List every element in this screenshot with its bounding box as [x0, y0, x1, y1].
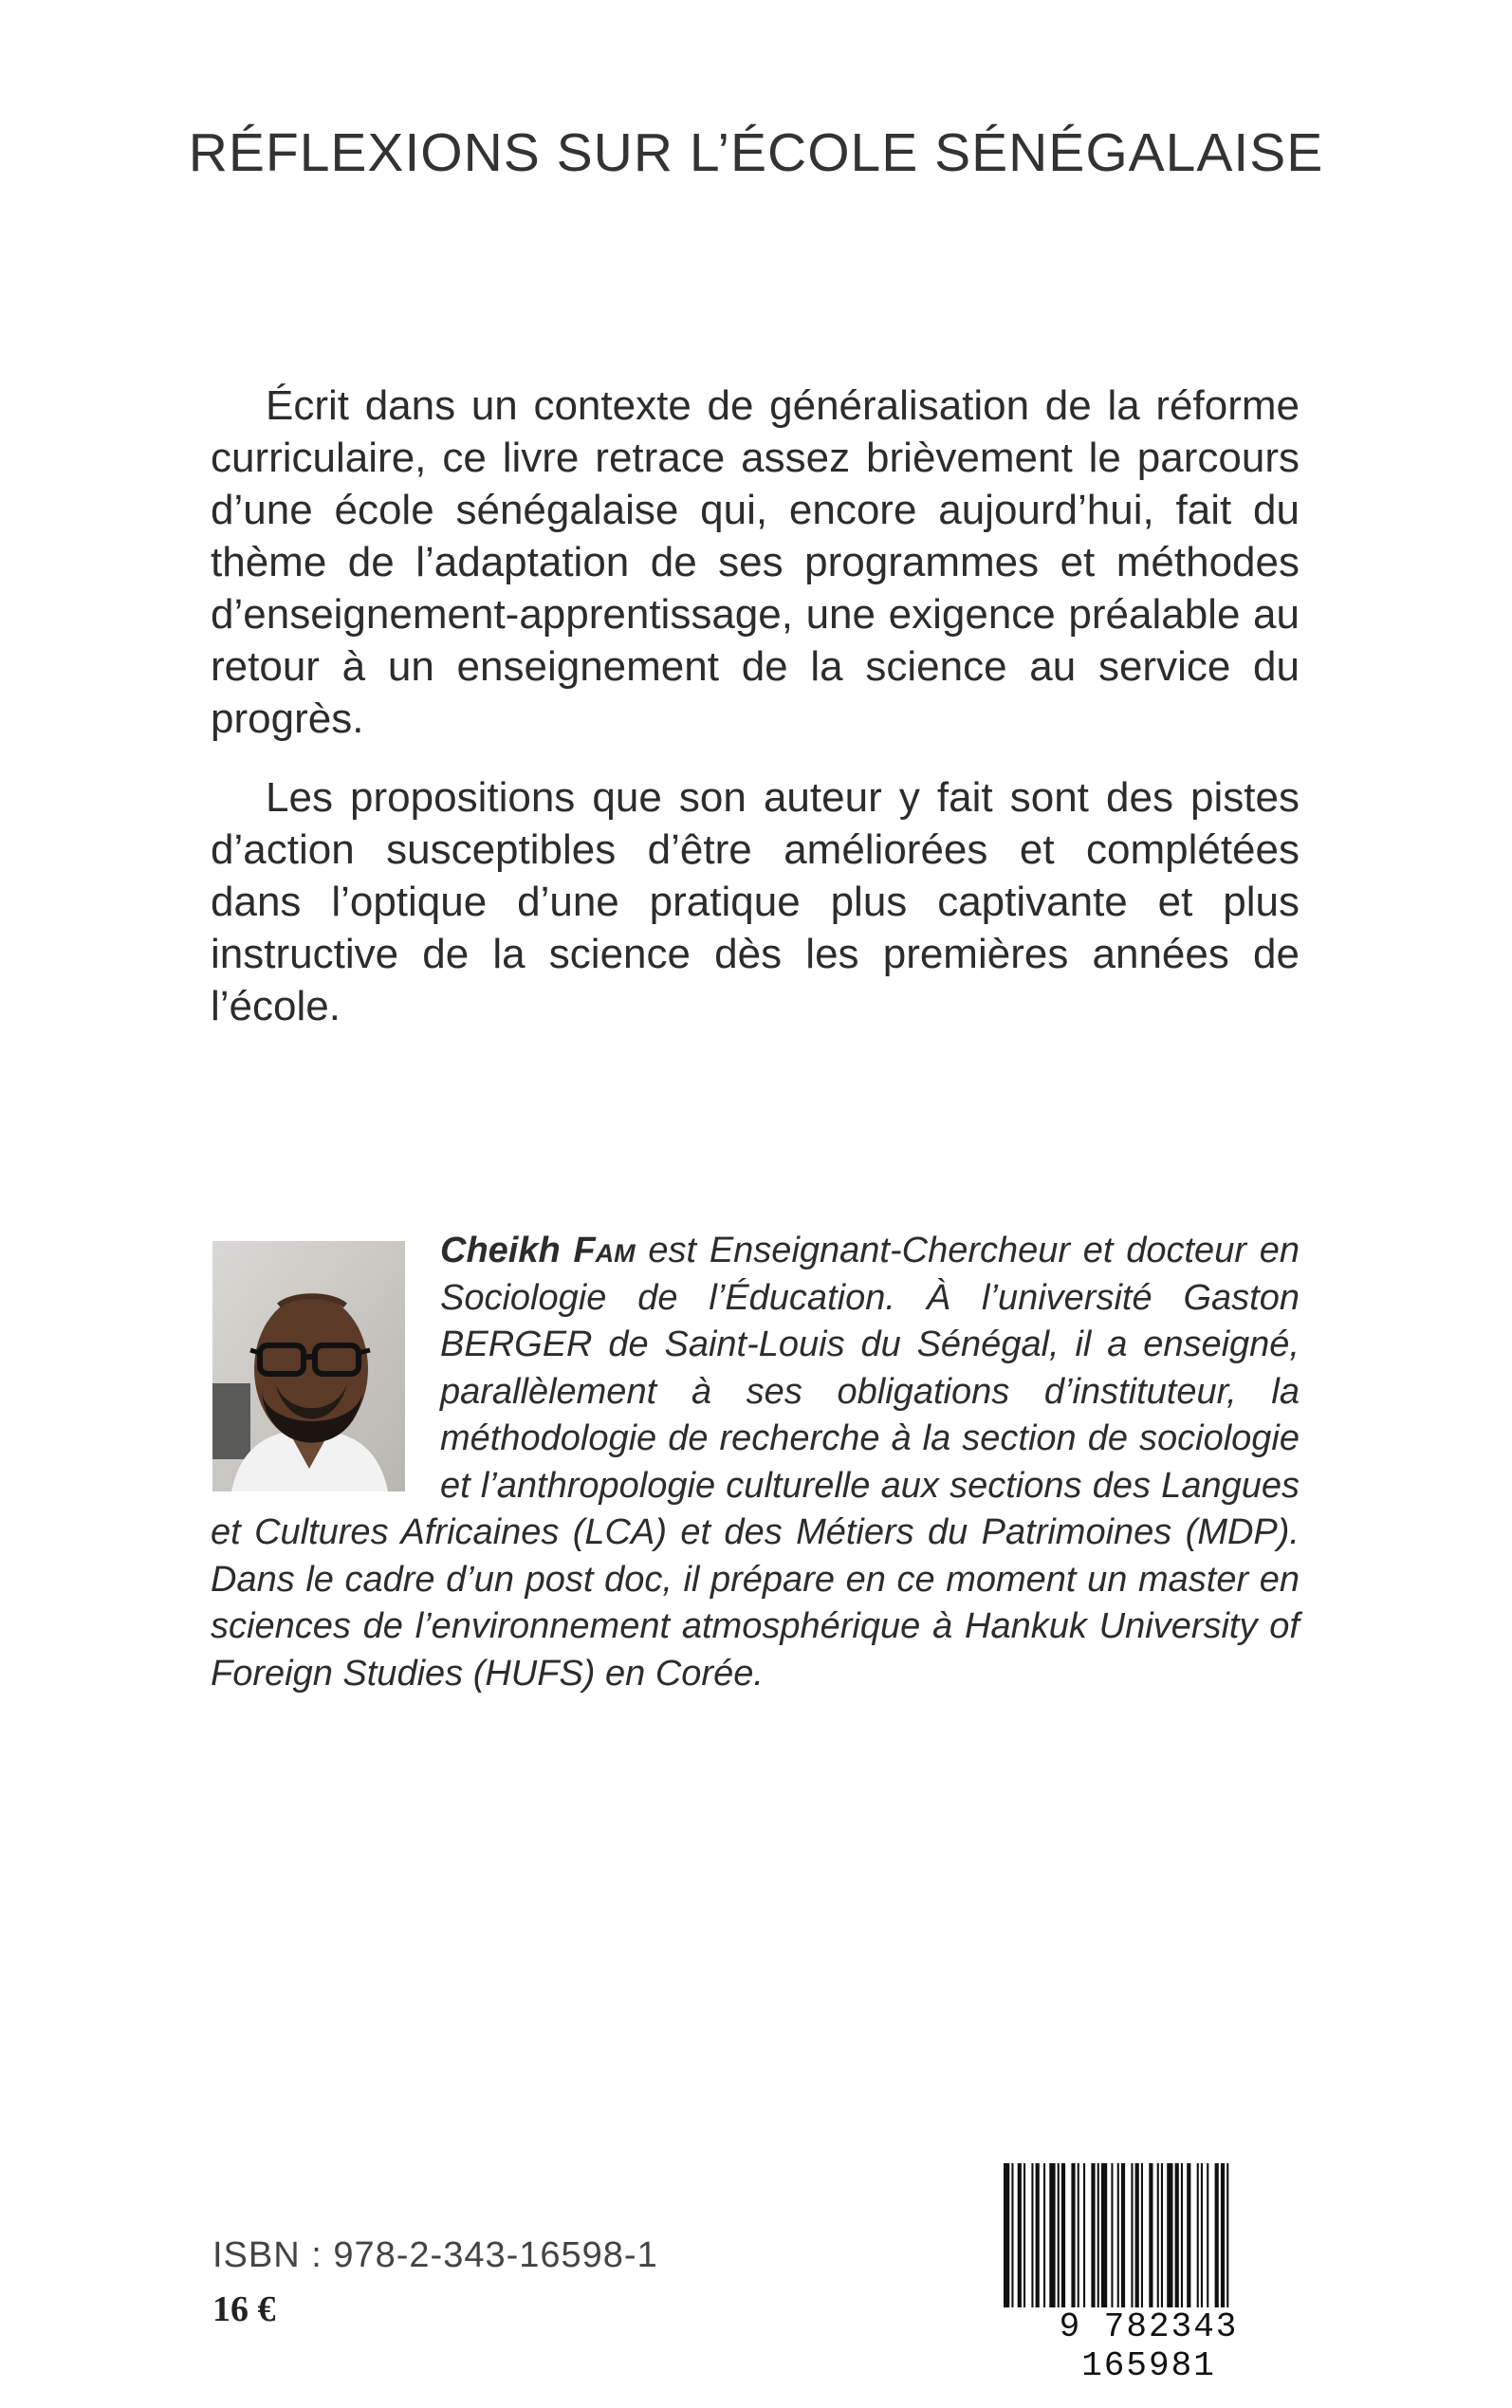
author-last-name: Fam	[573, 1231, 636, 1270]
barcode-bar	[1031, 2163, 1033, 2315]
barcode-bar	[1221, 2163, 1225, 2315]
barcode-bar	[1071, 2163, 1075, 2315]
barcode-digits: 9 782343 165981	[998, 2307, 1300, 2385]
barcode-bar	[1111, 2163, 1113, 2315]
barcode-bar	[1058, 2163, 1060, 2315]
barcode-bar	[1078, 2163, 1079, 2315]
barcode-bar	[1135, 2163, 1139, 2315]
price: 16 €	[212, 2289, 276, 2329]
barcode-bar	[1131, 2163, 1133, 2315]
barcode-bar	[1167, 2163, 1172, 2315]
barcode-bar	[1149, 2163, 1152, 2315]
barcode-bar	[1083, 2163, 1085, 2315]
barcode-bar	[1117, 2163, 1119, 2315]
barcode-bar	[1036, 2163, 1040, 2315]
barcode-bar	[1023, 2163, 1025, 2315]
barcode-bar	[1061, 2163, 1065, 2315]
author-first-name: Cheikh	[440, 1231, 561, 1270]
author-portrait-image	[212, 1241, 405, 1491]
author-photo	[212, 1241, 405, 1491]
barcode-bar	[1157, 2163, 1159, 2315]
barcode-bar	[1201, 2163, 1203, 2315]
book-title: RÉFLEXIONS SUR L’ÉCOLE SÉNÉGALAISE	[188, 122, 1324, 183]
barcode-bar	[1197, 2163, 1199, 2315]
barcode-bars	[998, 2163, 1300, 2315]
barcode-bar	[1011, 2163, 1013, 2315]
barcode-bar	[1049, 2163, 1055, 2315]
barcode-bar	[1097, 2163, 1099, 2315]
author-bio-text: est Enseignant-Chercheur et docteur en Sociologie de l’Éducation. À l’université Gaston BERGER de Saint-Louis du Sénégal, il a enseigné, parallèlement à ses obligations d’instituteur, la méthodologie de recherche à la section de sociologie et l’anthropologie culturelle aux sections des Langues et Cultures Africaines (LCA) et des Métiers du Patrimoines (MDP). Dans le cadre d’un post doc, il prépare en ce moment un master en sciences de l’environnement atmosphérique à Hankuk University of Foreign Studies (HUFS) en Corée.	[211, 1231, 1300, 1694]
summary-paragraph: Les propositions que son auteur y fait sont des pistes d’action susceptibles d’être améliorées et complétées dans l’optique d’une pratique plus captivante et plus instructive de la science dès les premières années de l’école.	[211, 774, 1300, 1029]
barcode	[998, 2163, 1300, 2385]
barcode-bar	[1181, 2163, 1183, 2315]
barcode-bar	[1043, 2163, 1045, 2315]
barcode-bar	[1215, 2163, 1219, 2315]
barcode-bar	[1018, 2163, 1022, 2315]
barcode-bar	[1004, 2163, 1009, 2315]
isbn: ISBN : 978-2-343-16598-1	[212, 2235, 658, 2275]
barcode-bar	[1226, 2163, 1228, 2315]
summary-paragraph: Écrit dans un contexte de généralisation de la réforme curriculaire, ce livre retrace assez brièvement le parcours d’une école sénégalaise qui, encore aujourd’hui, fait du thème de l’adaptation de ses programmes et méthodes d’enseignement-apprentissage, une exigence préalable au retour à un enseignement de la science au service du progrès.	[211, 382, 1300, 742]
barcode-bar	[1091, 2163, 1095, 2315]
barcode-bar	[1121, 2163, 1125, 2315]
barcode-bar	[1141, 2163, 1143, 2315]
barcode-bar	[1207, 2163, 1208, 2315]
barcode-bar	[1101, 2163, 1107, 2315]
book-summary	[211, 380, 1300, 1032]
barcode-bar	[1161, 2163, 1163, 2315]
barcode-bar	[1175, 2163, 1179, 2315]
barcode-bar	[1187, 2163, 1190, 2315]
